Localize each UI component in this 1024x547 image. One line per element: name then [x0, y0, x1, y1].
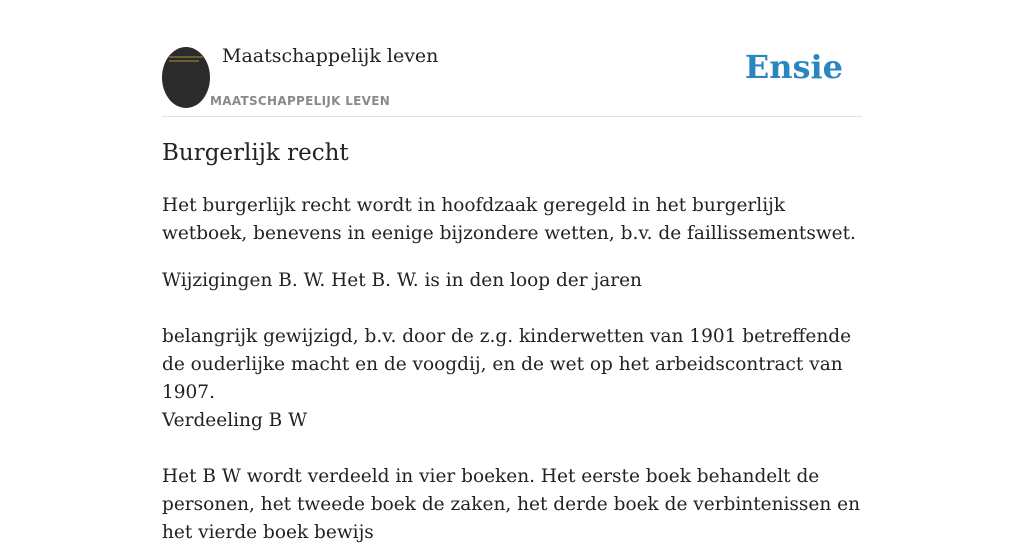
book-header [162, 0, 862, 117]
book-cover-image[interactable] [162, 47, 210, 108]
page [162, 0, 862, 543]
ensie-logo[interactable]: Ensie [744, 48, 843, 86]
book-title-link[interactable]: Maatschappelijk leven [222, 45, 439, 67]
article-paragraph: Verdeeling B W [162, 410, 308, 431]
article-paragraph: Het B W wordt verdeeld in vier boeken. Het eerste boek behandelt de personen, het tweede boek de zaken, het derde boek de verbintenissen en het vierde boek bewijs [162, 466, 861, 543]
article-title: Burgerlijk recht [162, 140, 349, 166]
cover-decoration [169, 56, 203, 58]
article-paragraph: Het burgerlijk recht wordt in hoofdzaak geregeld in het burgerlijk wetboek, benevens in eenige bijzondere wetten, b.v. de faillissementswet. [162, 195, 856, 244]
article-paragraph: belangrijk gewijzigd, b.v. door de z.g. kinderwetten van 1901 betreffende de ouderlijke macht en de voogdij, en de wet op het arbeidscontract van 1907. [162, 326, 852, 403]
article-paragraph: Wijzigingen B. W. Het B. W. is in den loop der jaren [162, 270, 642, 291]
cover-decoration [169, 60, 199, 62]
book-category-label: MAATSCHAPPELIJK LEVEN [210, 94, 391, 108]
